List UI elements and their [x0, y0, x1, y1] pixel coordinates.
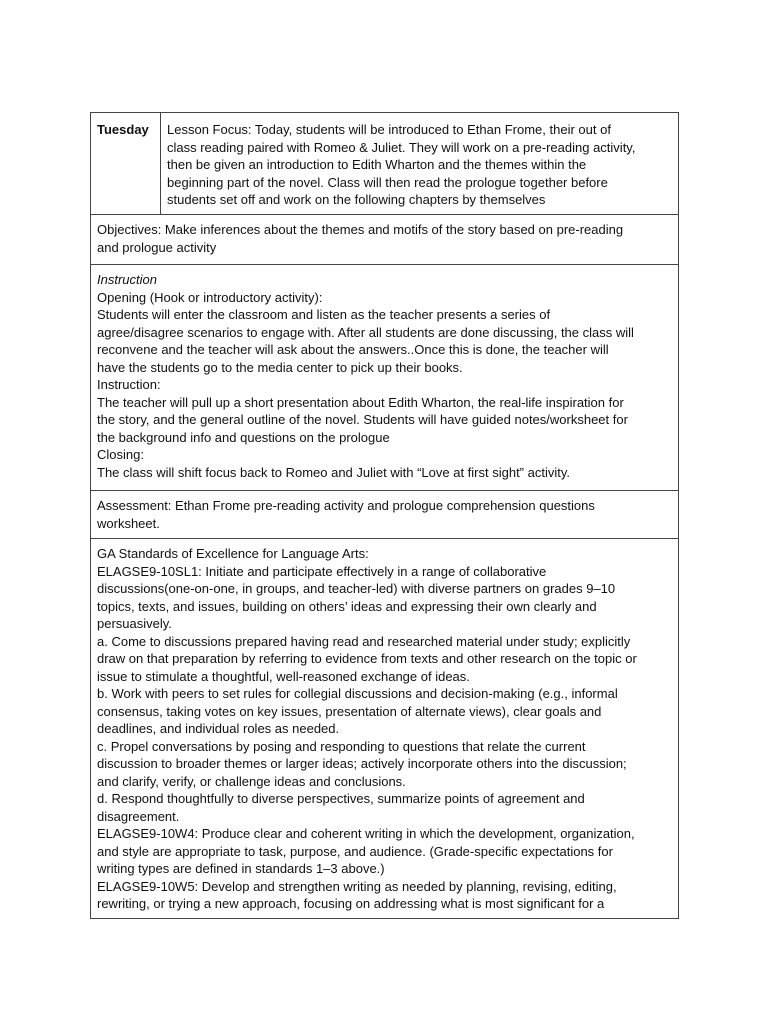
text-line: topics, texts, and issues, building on others’ ideas and expressing their own clearly and — [97, 598, 597, 614]
text-line: The teacher will pull up a short presentation about Edith Wharton, the real-life inspiration for — [97, 394, 624, 410]
text-line: the story, and the general outline of the novel. Students will have guided notes/worksheet for — [97, 412, 628, 427]
text-line: b. Work with peers to set rules for collegial discussions and decision-making (e.g., informal — [97, 686, 618, 701]
text-line: d. Respond thoughtfully to diverse perspectives, summarize points of agreement and — [97, 791, 585, 806]
text-line: consensus, taking votes on key issues, presentation of alternate views), clear goals and — [97, 703, 602, 719]
instruction-heading: Instruction — [97, 272, 157, 287]
instruction-row — [91, 265, 678, 491]
text-line: c. Propel conversations by posing and responding to questions that relate the current — [97, 738, 586, 754]
text-line: issue to stimulate a thoughtful, well-reasoned exchange of ideas. — [97, 668, 470, 684]
text-line: then be given an introduction to Edith Wharton and the themes within the — [167, 157, 587, 172]
text-line: Instruction: — [97, 377, 161, 392]
text-line: The class will shift focus back to Romeo and Juliet with “Love at first sight” activity. — [97, 464, 570, 480]
standards-row — [91, 539, 678, 918]
text-line: a. Come to discussions prepared having read and researched material under study; explicitly — [97, 633, 631, 649]
text-line: discussions(one-on-one, in groups, and teacher-led) with diverse partners on grades 9–10 — [97, 581, 616, 596]
text-line: writing types are defined in standards 1–3 above.) — [97, 861, 385, 876]
text-line: ELAGSE9-10W4: Produce clear and coherent writing in which the development, organization, — [97, 826, 635, 841]
text-line: Opening (Hook or introductory activity): — [97, 289, 323, 305]
text-line: GA Standards of Excellence for Language Arts: — [97, 546, 369, 561]
text-line: reconvene and the teacher will ask about the answers..Once this is done, the teacher will — [97, 342, 609, 357]
text-line: ELAGSE9-10SL1: Initiate and participate effectively in a range of collaborative — [97, 563, 547, 579]
text-line: disagreement. — [97, 808, 180, 824]
text-line: worksheet. — [97, 515, 160, 531]
text-line: deadlines, and individual roles as needed. — [97, 721, 340, 736]
text-line: ELAGSE9-10W5: Develop and strengthen writing as needed by planning, revising, editing, — [97, 878, 617, 894]
text-line: and style are appropriate to task, purpose, and audience. (Grade-specific expectations for — [97, 843, 613, 859]
text-line: and clarify, verify, or challenge ideas and conclusions. — [97, 773, 406, 789]
objectives-row — [91, 215, 678, 265]
lesson-plan-table — [90, 112, 679, 919]
lesson-focus-row — [91, 113, 678, 215]
text-line: Objectives: Make inferences about the themes and motifs of the story based on pre-reading — [97, 222, 624, 237]
text-line: class reading paired with Romeo & Juliet. They will work on a pre-reading activity, — [167, 139, 636, 155]
text-line: students set off and work on the following chapters by themselves — [167, 192, 546, 207]
lesson-focus-text — [161, 113, 678, 214]
text-line: rewriting, or trying a new approach, focusing on addressing what is most significant for a — [97, 896, 605, 911]
text-line: and prologue activity — [97, 239, 217, 255]
text-line: discussion to broader themes or larger ideas; actively incorporate others into the discussion; — [97, 756, 627, 771]
text-line: Closing: — [97, 447, 144, 462]
text-line: have the students go to the media center to pick up their books. — [97, 359, 463, 375]
assessment-row — [91, 491, 678, 539]
text-line: agree/disagree scenarios to engage with. After all students are done discussing, the class will — [97, 324, 634, 340]
text-line: persuasively. — [97, 616, 172, 631]
text-line: Assessment: Ethan Frome pre-reading activity and prologue comprehension questions — [97, 498, 595, 513]
text-line: Lesson Focus: Today, students will be introduced to Ethan Frome, their out of — [167, 122, 611, 137]
text-line: the background info and questions on the prologue — [97, 429, 390, 445]
text-line: draw on that preparation by referring to evidence from texts and other research on the topic or — [97, 651, 637, 666]
day-label: Tuesday — [91, 113, 161, 214]
text-line: beginning part of the novel. Class will then read the prologue together before — [167, 174, 608, 190]
text-line: Students will enter the classroom and listen as the teacher presents a series of — [97, 307, 551, 322]
